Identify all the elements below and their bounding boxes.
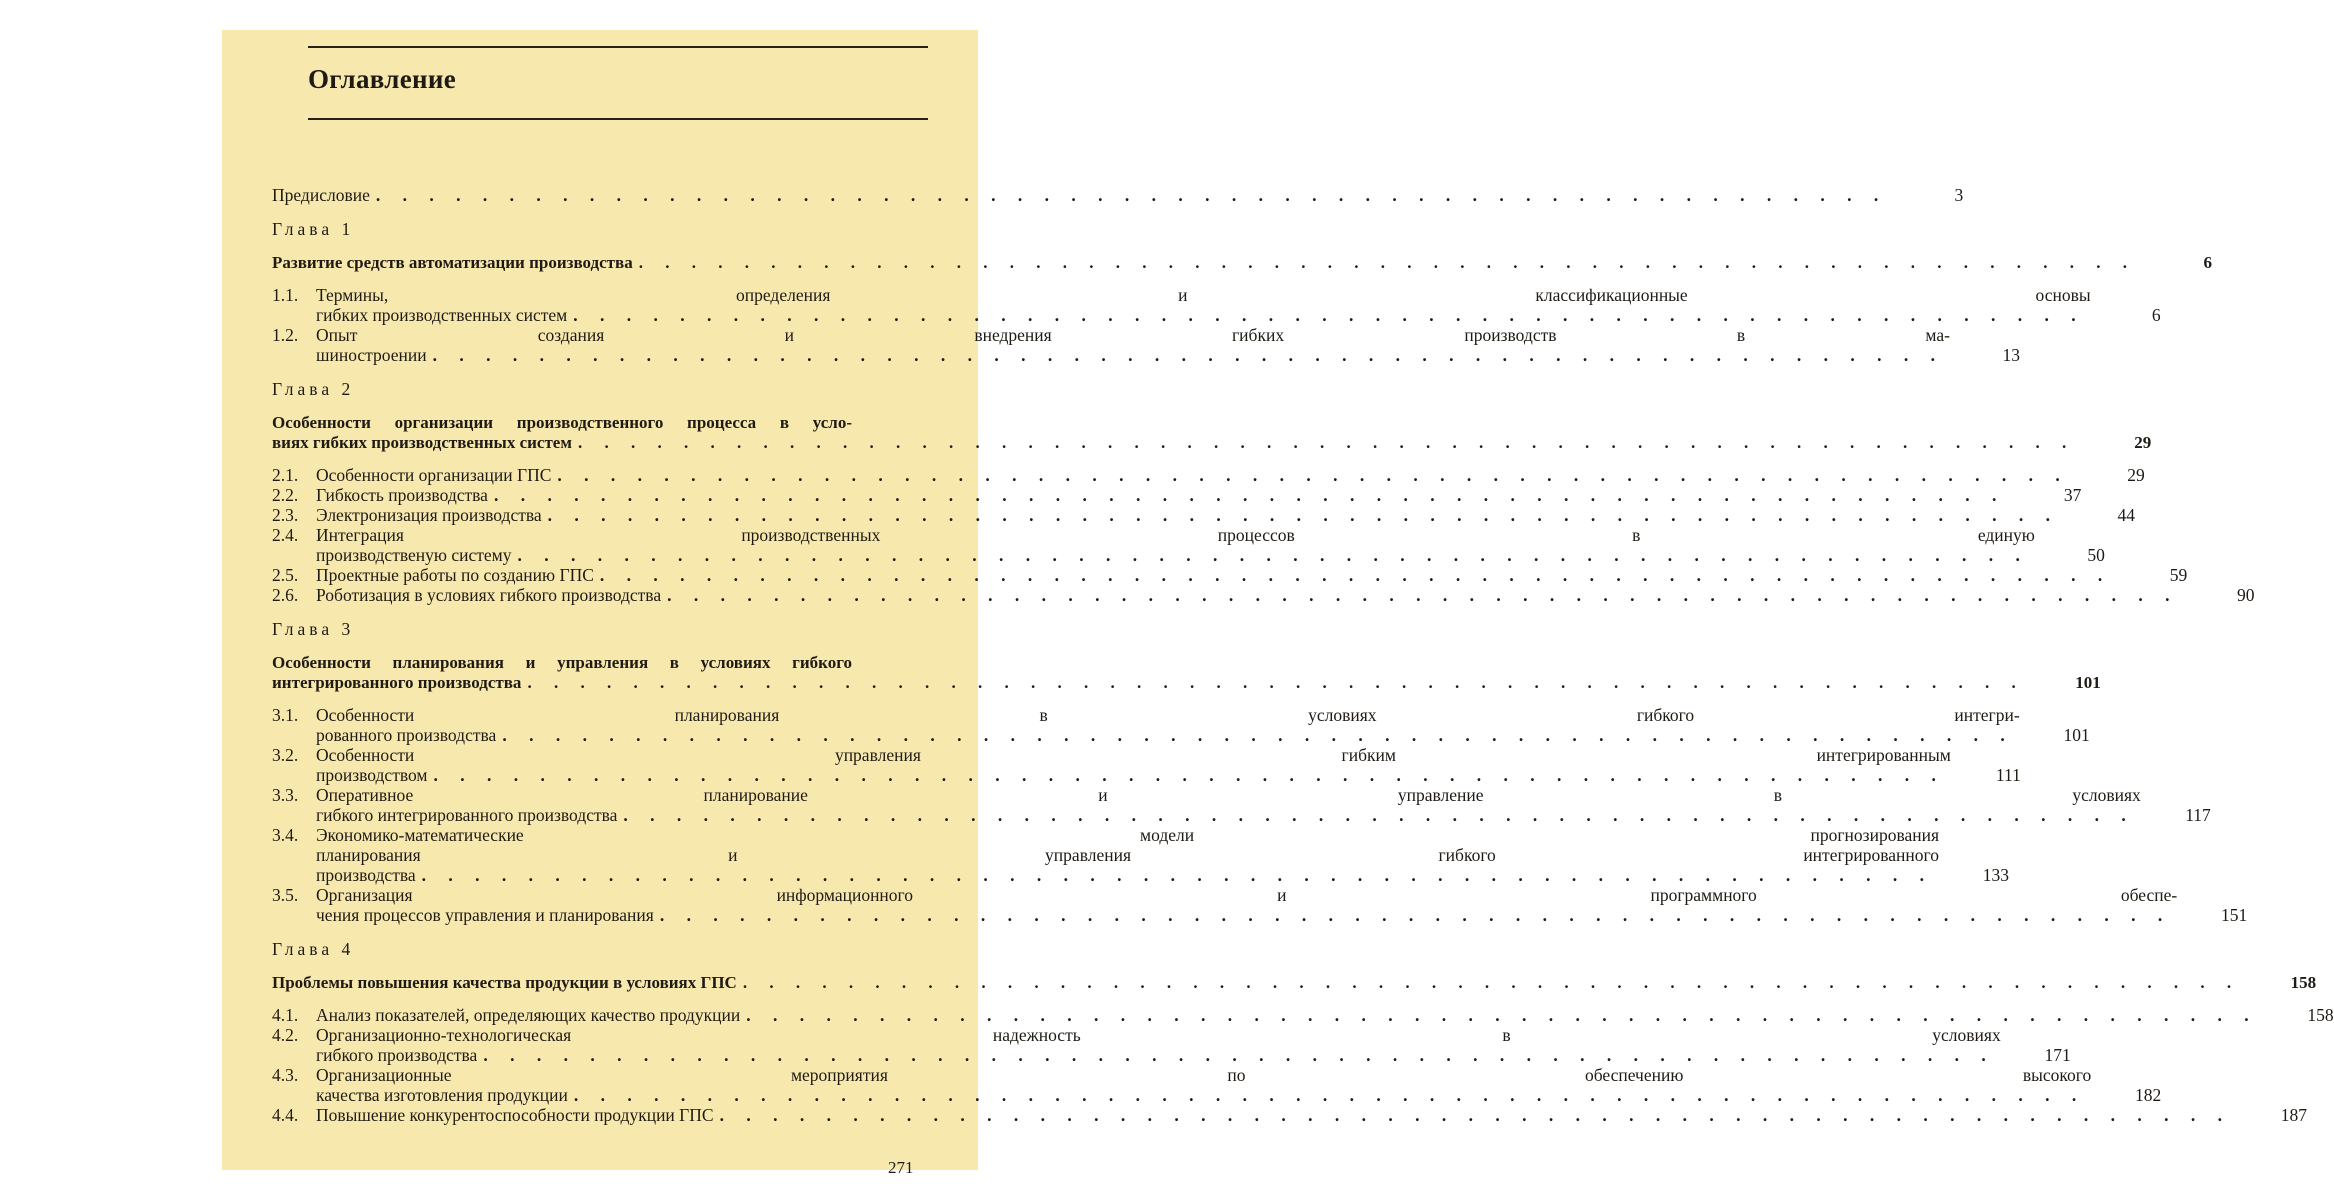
toc-line-text: шиностроении — [316, 345, 427, 365]
toc-line — [316, 745, 2021, 765]
section-number: 3.2. — [272, 745, 299, 765]
section-number: 4.3. — [272, 1065, 299, 1085]
toc-line-text: производственую систему — [316, 545, 512, 565]
section-body — [316, 465, 2145, 485]
page-number: 13 — [2002, 345, 2020, 365]
chapter-title — [272, 413, 2152, 453]
page-number: 29 — [2127, 465, 2145, 485]
section-body — [316, 285, 2161, 325]
toc-line-text: Электронизация производства — [316, 505, 542, 525]
toc-section — [272, 325, 2020, 365]
section-body — [316, 565, 2187, 585]
page-number: 29 — [2134, 433, 2152, 452]
leader-dots — [578, 433, 2075, 453]
section-number: 2.6. — [272, 585, 299, 605]
page-number: 37 — [2063, 485, 2082, 505]
toc-line — [316, 1085, 2161, 1105]
toc-line — [272, 973, 2317, 993]
leader-dots — [746, 1005, 2257, 1025]
leader-dots — [517, 545, 2028, 565]
page-number: 133 — [1982, 865, 2010, 885]
page-number: 171 — [2044, 1045, 2071, 1065]
toc-line — [316, 765, 2021, 785]
leader-dots — [660, 905, 2171, 925]
toc-line — [316, 905, 2247, 925]
toc-line — [316, 525, 2105, 545]
section-number: 3.1. — [272, 705, 299, 725]
section-body — [316, 325, 2020, 365]
toc-line — [316, 1045, 2071, 1065]
toc-line — [272, 433, 2152, 453]
toc-line-text: Роботизация в условиях гибкого производства — [316, 585, 662, 605]
toc-line — [316, 1005, 2334, 1025]
section-number: 2.2. — [272, 485, 299, 505]
page-number: 151 — [2220, 905, 2248, 925]
toc-line-text: чения процессов управления и планирования — [316, 905, 654, 925]
page-number: 158 — [2290, 973, 2317, 992]
toc-line-text: Интеграция производственных процессов в единую — [316, 525, 2035, 545]
toc-section — [272, 585, 2255, 605]
toc-line-text: Развитие средств автоматизации производства — [272, 253, 633, 272]
toc-line-text: производством — [316, 765, 428, 785]
toc-line-text: производства — [316, 865, 416, 885]
section-body — [316, 825, 2009, 885]
section-number: 4.2. — [272, 1025, 299, 1045]
leader-dots — [527, 673, 2024, 693]
section-body — [316, 505, 2135, 525]
toc-section — [272, 285, 2161, 325]
chapter-label: Глава 3 — [272, 619, 355, 639]
toc-line-text: Особенности организации ГПС — [316, 465, 552, 485]
section-body — [316, 1025, 2071, 1065]
section-number: 2.3. — [272, 505, 299, 525]
section-body — [316, 1105, 2307, 1125]
toc-line-text: Термины, определения и классификационные основы — [316, 285, 2091, 305]
toc-section — [272, 1105, 2307, 1125]
toc-line-text: Повышение конкурентоспособности продукции ГПС — [316, 1105, 714, 1125]
page-number: 111 — [1995, 765, 2021, 785]
toc-line — [316, 1065, 2161, 1085]
toc-section — [272, 505, 2136, 525]
toc-line — [316, 805, 2211, 825]
toc-line-text: Оперативное планирование и управление в условиях — [316, 785, 2141, 805]
section-body — [316, 585, 2254, 605]
leader-dots — [623, 805, 2134, 825]
toc-line-text: Проблемы повышения качества продукции в условиях ГПС — [272, 973, 737, 992]
toc-section — [272, 1005, 2334, 1025]
section-body — [316, 885, 2247, 925]
toc-line-text: Особенности управления гибким интегрированным — [316, 745, 1951, 765]
page-number: 182 — [2135, 1085, 2162, 1105]
book-page — [222, 30, 2334, 1177]
section-number: 3.5. — [272, 885, 299, 905]
toc-line-text: Особенности планирования в условиях гибкого интегри- — [316, 705, 2020, 725]
toc-line — [316, 585, 2254, 605]
page-number: 101 — [2075, 673, 2101, 692]
page-number: 59 — [2169, 565, 2188, 585]
toc-line — [316, 725, 2090, 745]
toc-line — [272, 673, 2101, 693]
toc-line — [316, 865, 2009, 885]
toc-section — [272, 465, 2145, 485]
chapter-title — [272, 253, 2212, 273]
chapter-title — [272, 973, 2317, 993]
toc-line-text: Гибкость производства — [316, 485, 488, 505]
section-number: 3.4. — [272, 825, 299, 845]
leader-dots — [557, 465, 2068, 485]
toc-section — [272, 705, 2090, 745]
section-number: 1.2. — [272, 325, 299, 345]
page-number: 6 — [2203, 253, 2212, 272]
toc-line — [316, 565, 2187, 585]
preface-label: Предисловие — [272, 185, 370, 205]
leader-dots — [548, 505, 2059, 525]
toc-line — [316, 545, 2105, 565]
toc-line — [316, 325, 2020, 345]
toc-line — [272, 253, 2212, 273]
toc-line-text: рованного производства — [316, 725, 497, 745]
page-number: 117 — [2185, 805, 2211, 825]
table-of-contents — [272, 185, 2334, 1125]
toc-line — [316, 345, 2020, 365]
page-number: 50 — [2087, 545, 2105, 565]
toc-line-text: гибких производственных систем — [316, 305, 568, 325]
section-number: 1.1. — [272, 285, 299, 305]
toc-entry-preface — [272, 185, 1964, 205]
footer-page-number: 271 — [888, 1158, 914, 1177]
toc-section — [272, 885, 2248, 925]
toc-line-text: качества изготовления продукции — [316, 1085, 568, 1105]
toc-line — [316, 465, 2145, 485]
toc-line-text: Особенности организации производственного процесса в усло- — [272, 413, 852, 432]
toc-section — [272, 525, 2105, 565]
chapter-title — [272, 653, 2101, 693]
toc-section — [272, 485, 2082, 505]
toc-line — [316, 505, 2135, 525]
section-body — [316, 745, 2021, 785]
preface-page: 3 — [1954, 185, 1964, 205]
leader-dots — [600, 565, 2111, 585]
page-number: 90 — [2236, 585, 2255, 605]
top-rule — [308, 46, 928, 48]
leader-dots — [422, 865, 1933, 885]
leader-dots — [434, 765, 1945, 785]
toc-line-text: планирования и управления гибкого интегрированного — [316, 845, 1940, 865]
section-number: 2.5. — [272, 565, 299, 585]
toc-line-text: Анализ показателей, определяющих качество продукции — [316, 1005, 741, 1025]
section-number: 4.1. — [272, 1005, 299, 1025]
page-number: 44 — [2117, 505, 2136, 525]
toc-line — [316, 705, 2090, 725]
toc-line — [272, 653, 922, 673]
toc-section — [272, 825, 2010, 885]
leader-dots — [483, 1045, 1994, 1065]
toc-section — [272, 745, 2021, 785]
toc-line-text: Опыт создания и внедрения гибких производств в ма- — [316, 325, 1950, 345]
toc-line — [272, 413, 922, 433]
chapter-label: Глава 1 — [272, 219, 355, 239]
leader-dots — [639, 253, 2136, 273]
leader-dots — [574, 1085, 2085, 1105]
toc-line-text: Проектные работы по созданию ГПС — [316, 565, 594, 585]
section-body — [316, 525, 2105, 565]
leader-dots — [573, 305, 2084, 325]
section-number: 3.3. — [272, 785, 299, 805]
toc-line — [316, 305, 2161, 325]
page-number: 101 — [2063, 725, 2090, 745]
title-underline — [308, 118, 928, 120]
toc-section — [272, 785, 2211, 825]
toc-line-text: Экономико-математические модели прогнозирования — [316, 825, 1940, 845]
section-body — [316, 1005, 2334, 1025]
toc-line — [316, 785, 2211, 805]
leader-dots — [502, 725, 2013, 745]
toc-line — [316, 1025, 2071, 1045]
toc-line — [316, 845, 2009, 865]
section-number: 2.1. — [272, 465, 299, 485]
page-title: Оглавление — [308, 64, 456, 94]
page-number: 6 — [2151, 305, 2161, 325]
leader-dots — [433, 345, 1944, 365]
toc-line-text: Организационно-технологическая надежность в условиях — [316, 1025, 2001, 1045]
section-body — [316, 485, 2081, 505]
toc-line-text: гибкого интегрированного производства — [316, 805, 618, 825]
page-number: 187 — [2280, 1105, 2307, 1125]
toc-section — [272, 1065, 2162, 1105]
leader-dots — [743, 973, 2240, 993]
toc-line-text: гибкого производства — [316, 1045, 478, 1065]
section-number: 2.4. — [272, 525, 299, 545]
chapter-label: Глава 4 — [272, 939, 355, 959]
leader-dots — [376, 185, 1887, 205]
section-body — [316, 705, 2090, 745]
toc-section — [272, 565, 2188, 585]
toc-line-text: Организационные мероприятия по обеспечению высокого — [316, 1065, 2092, 1085]
toc-line-text: Организация информационного и программного обеспе- — [316, 885, 2178, 905]
toc-section — [272, 1025, 2071, 1065]
leader-dots — [667, 585, 2178, 605]
toc-line-text: Особенности планирования и управления в условиях гибкого — [272, 653, 852, 672]
toc-line — [316, 825, 2009, 845]
toc-line-text: интегрированного производства — [272, 673, 522, 692]
toc-line — [316, 285, 2161, 305]
section-number: 4.4. — [272, 1105, 299, 1125]
section-body — [316, 1065, 2161, 1105]
leader-dots — [720, 1105, 2231, 1125]
chapter-label: Глава 2 — [272, 379, 355, 399]
section-body — [316, 785, 2211, 825]
toc-line — [316, 885, 2247, 905]
page-number: 158 — [2307, 1005, 2334, 1025]
toc-line — [316, 1105, 2307, 1125]
toc-line-text: виях гибких производственных систем — [272, 433, 572, 452]
toc-line — [316, 485, 2081, 505]
leader-dots — [494, 485, 2005, 505]
